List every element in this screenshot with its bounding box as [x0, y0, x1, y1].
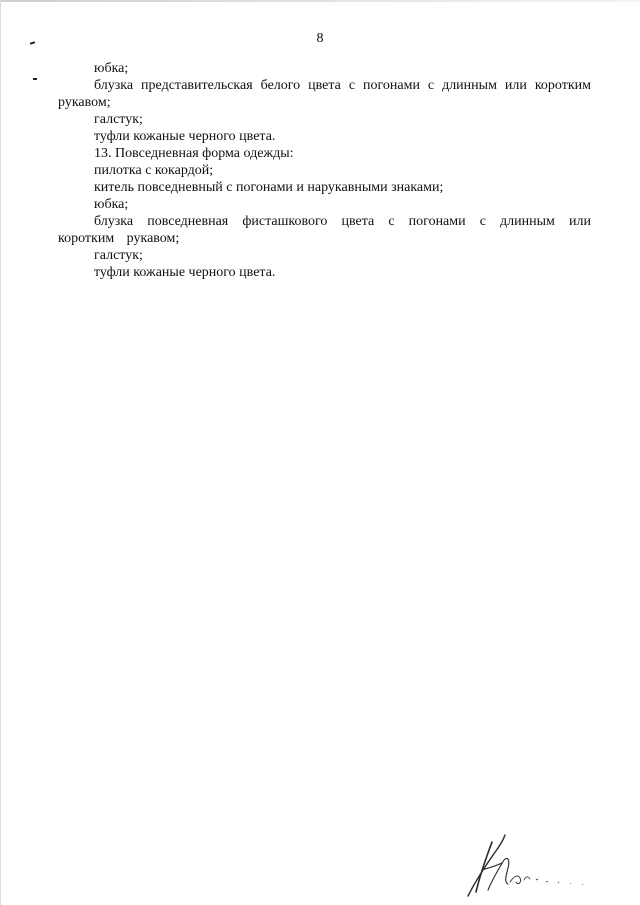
list-item: юбка;: [94, 197, 129, 212]
scan-edge-top: [0, 0, 640, 2]
scan-edge-left: [0, 0, 1, 905]
page-number: 8: [316, 31, 324, 46]
list-item: галстук;: [94, 248, 143, 263]
list-item: блузка представительская белого цвета с погонами с длинным или коротким рукавом;: [58, 78, 591, 110]
list-item: юбка;: [94, 61, 129, 76]
document-body: [58, 60, 591, 281]
list-item: галстук;: [94, 112, 143, 127]
handwritten-signature: [458, 830, 608, 900]
list-item: пилотка с кокардой;: [94, 163, 214, 178]
section-heading: 13. Повседневная форма одежды:: [94, 146, 294, 161]
list-item: туфли кожаные черного цвета.: [94, 129, 276, 144]
list-item: блузка повседневная фисташкового цвета с погонами с длинным или коротким рукавом;: [58, 214, 591, 246]
scan-speck: [33, 78, 37, 80]
list-item: туфли кожаные черного цвета.: [94, 265, 276, 280]
list-item: китель повседневный с погонами и нарукавными знаками;: [94, 180, 444, 195]
